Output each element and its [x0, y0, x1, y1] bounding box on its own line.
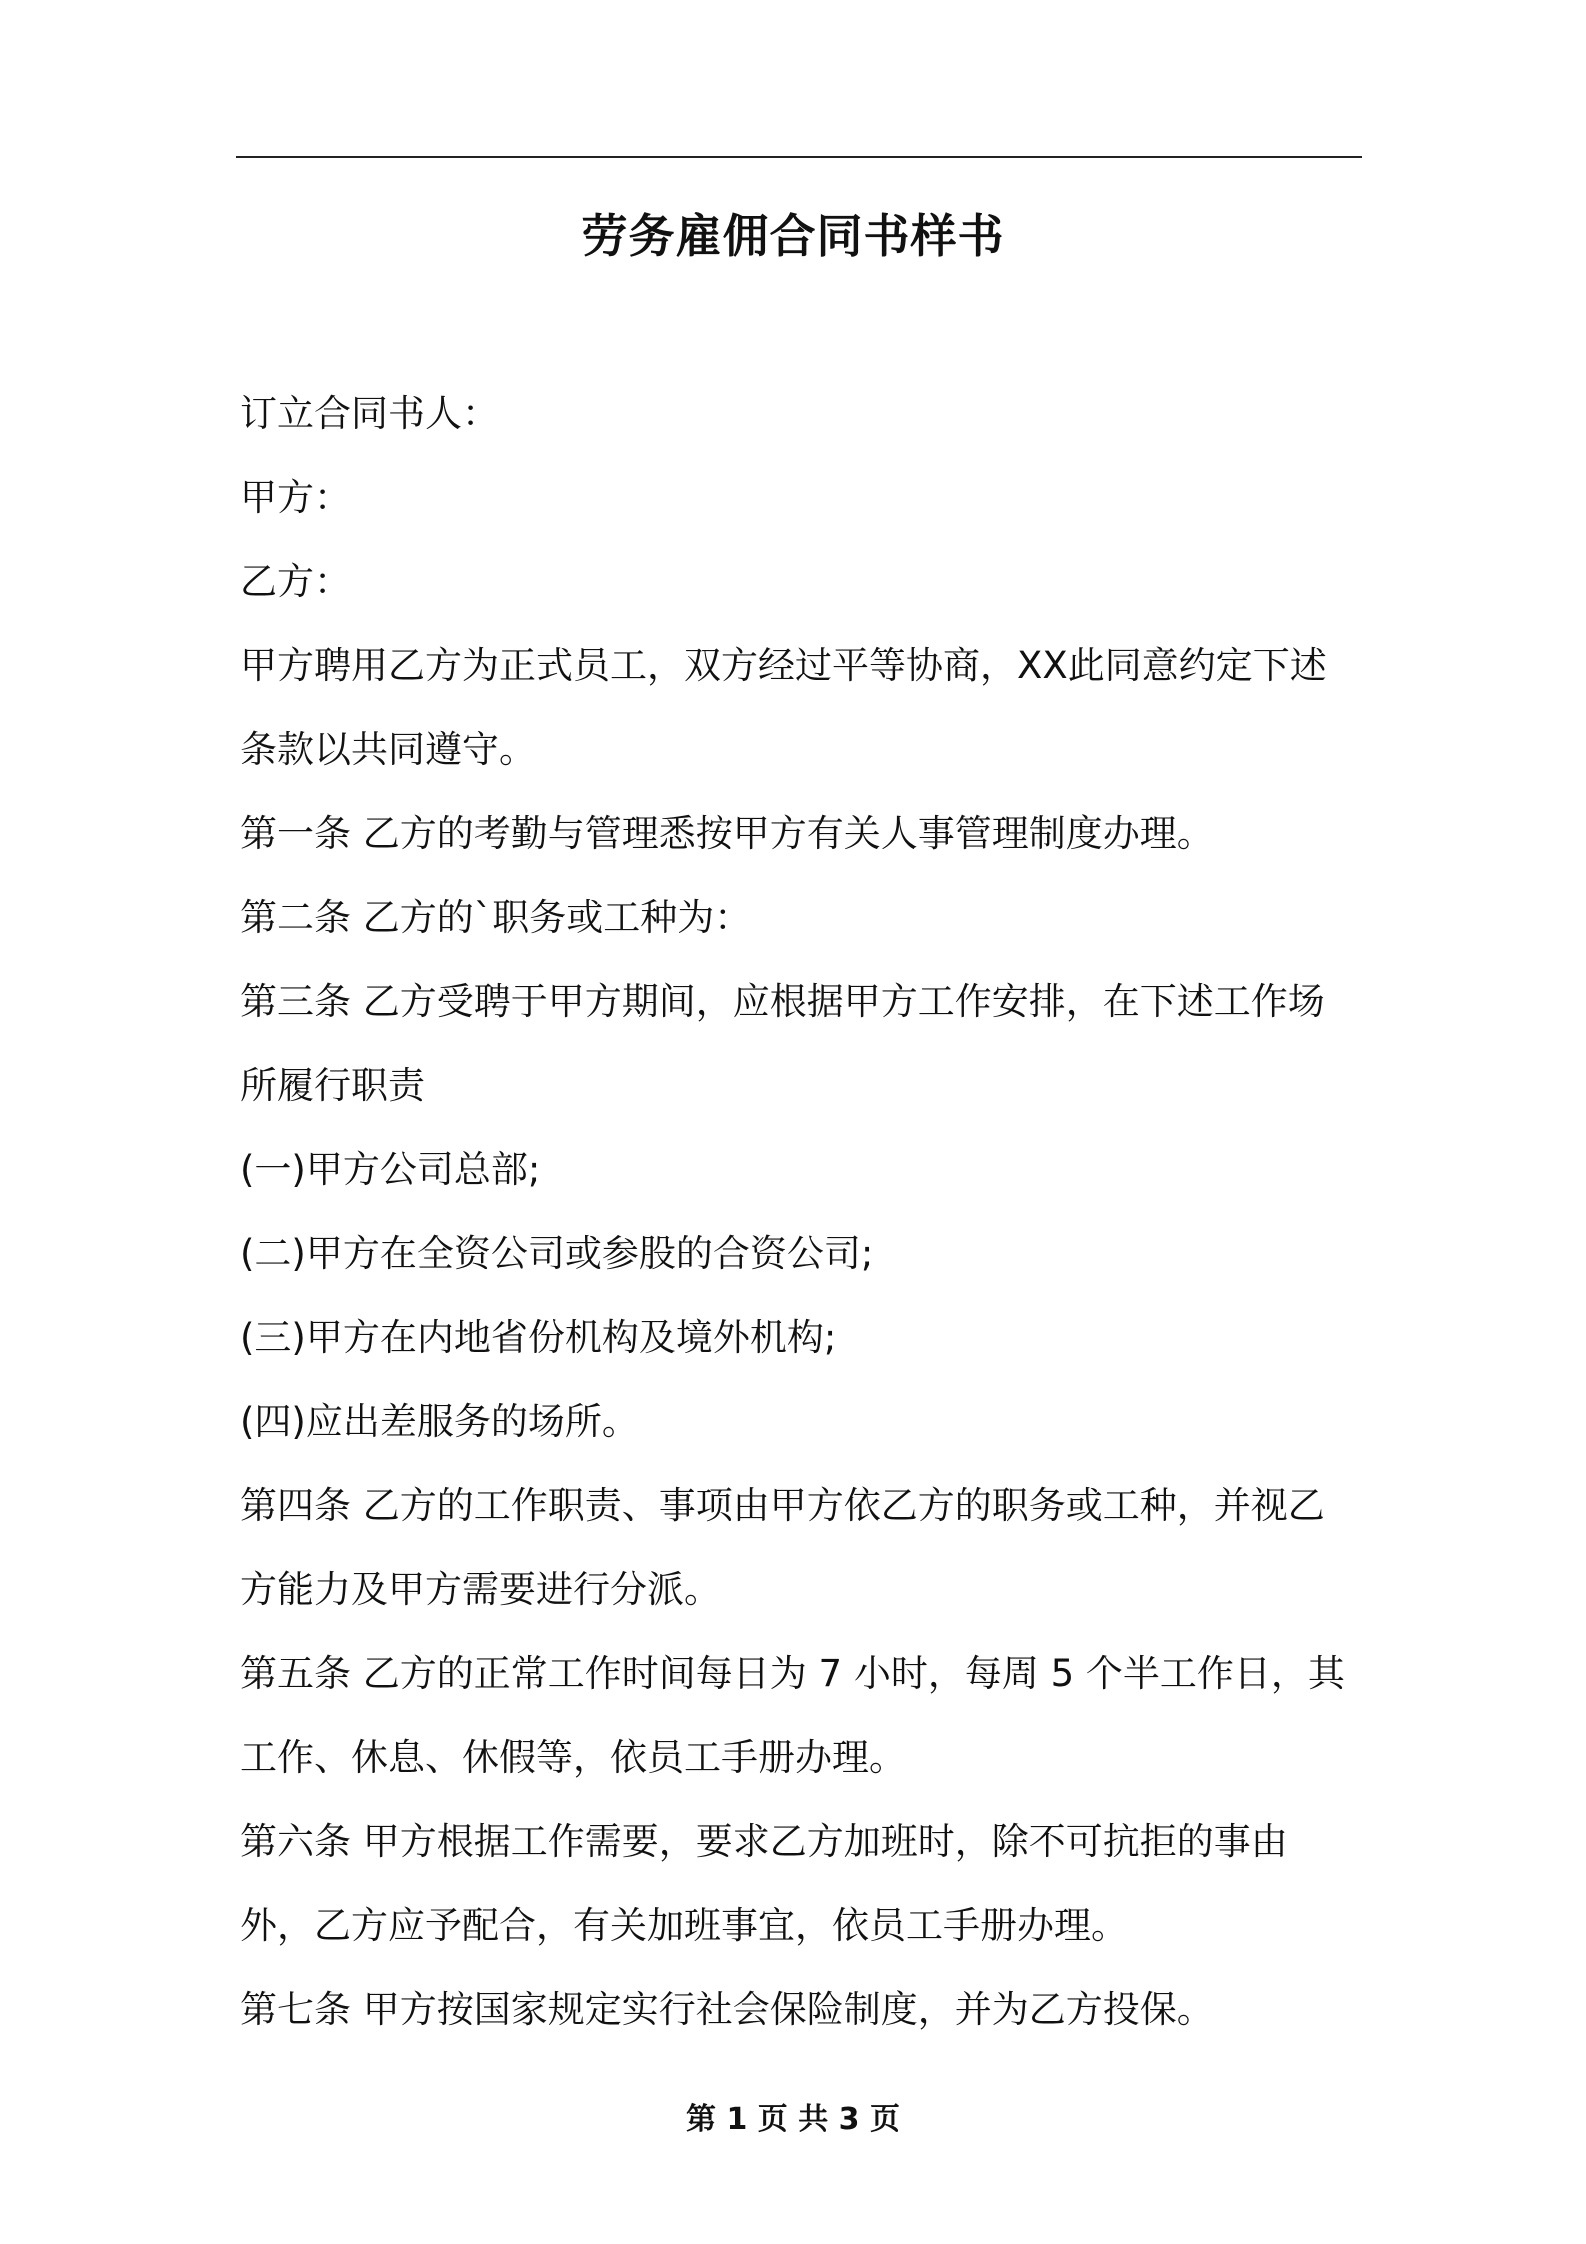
header-divider	[236, 156, 1362, 158]
paragraph-article-6: 第六条 甲方根据工作需要，要求乙方加班时，除不可抗拒的事由外，乙方应予配合，有关加班事宜，依员工手册办理。	[240, 1820, 1288, 1947]
paragraph-article-7: 第七条 甲方按国家规定实行社会保险制度，并为乙方投保。	[240, 1988, 1214, 2031]
page-footer: 第 1 页 共 3 页	[686, 2102, 900, 2137]
paragraph-item-1: (一)甲方公司总部;	[240, 1148, 541, 1191]
paragraph-party-b: 乙方：	[240, 560, 351, 603]
paragraph-article-4: 第四条 乙方的工作职责、事项由甲方依乙方的职务或工种，并视乙方能力及甲方需要进行分派。	[240, 1484, 1325, 1611]
paragraph-article-3: 第三条 乙方受聘于甲方期间，应根据甲方工作安排，在下述工作场所履行职责	[240, 980, 1325, 1107]
paragraph-article-1: 第一条 乙方的考勤与管理悉按甲方有关人事管理制度办理。	[240, 812, 1214, 855]
paragraph-party-a: 甲方：	[240, 476, 351, 519]
paragraph-item-3: (三)甲方在内地省份机构及境外机构;	[240, 1316, 837, 1359]
paragraph-item-4: (四)应出差服务的场所。	[240, 1400, 639, 1443]
document-body	[240, 372, 1360, 2052]
paragraph-item-2: (二)甲方在全资公司或参股的合资公司;	[240, 1232, 874, 1275]
paragraph-preamble: 甲方聘用乙方为正式员工，双方经过平等协商，XX此同意约定下述条款以共同遵守。	[240, 644, 1327, 771]
paragraph-article-5: 第五条 乙方的正常工作时间每日为 7 小时，每周 5 个半工作日，其工作、休息、休假等，依员工手册办理。	[240, 1652, 1345, 1779]
paragraph-signatories: 订立合同书人：	[240, 392, 499, 435]
paragraph-article-2: 第二条 乙方的`职务或工种为：	[240, 896, 752, 939]
document-title: 劳务雇佣合同书样书	[581, 209, 1005, 263]
